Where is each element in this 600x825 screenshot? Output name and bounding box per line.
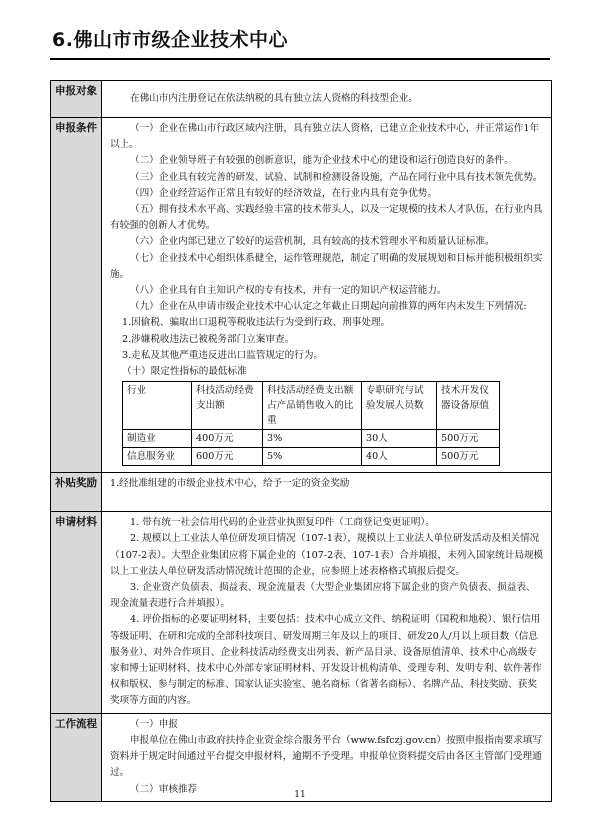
label-application-object: 申报对象 <box>51 81 102 118</box>
condition-item: （四）企业经营运作正常且有较好的经济效益，在行业内具有竞争优势。 <box>130 187 437 199</box>
object-text: 在佛山市内注册登记在依法纳税的具有独立法人资格的科技型企业。 <box>130 92 418 104</box>
indicator-header: 专职研究与试验发展人员数 <box>362 382 437 430</box>
row-materials <box>51 512 552 713</box>
material-item: 3. 企业资产负债表、损益表、现金流量表（大型企业集团应将下属企业的资产负债表、损益表、现金流量表进行合并填报）。 <box>110 582 536 610</box>
row-workflow <box>51 713 552 801</box>
condition-item: （三）企业具有较完善的研发、试验、试制和检测设备设施，产品在同行业中具有技术领先优势。 <box>130 171 543 183</box>
indicator-cell: 3% <box>263 430 362 448</box>
policy-table <box>50 80 552 802</box>
workflow-step-title: （二）审核推荐 <box>130 783 198 795</box>
indicator-cell: 500万元 <box>437 430 500 448</box>
condition-item: （六）企业内部已建立了较好的运营机制，具有较高的技术管理水平和质量认证标准。 <box>130 236 495 248</box>
indicator-table <box>122 381 500 466</box>
conditions-content <box>102 118 552 473</box>
indicator-cell: 制造业 <box>123 430 192 448</box>
row-subsidy <box>51 473 552 512</box>
indicator-header: 技术开发仪器设备原值 <box>437 382 500 430</box>
indicator-header: 行业 <box>123 382 192 430</box>
indicator-cell: 500万元 <box>437 448 500 466</box>
materials-content <box>102 512 552 713</box>
page-number: 11 <box>294 790 306 800</box>
condition-item: （五）拥有技术水平高、实践经验丰富的技术带头人，以及一定规模的技术人才队伍，在行业内具有较强的创新人才优势。 <box>110 204 543 232</box>
subsidy-text: 1.经批准组建的市级企业技术中心，给予一定的资金奖励 <box>110 478 350 490</box>
condition-item: （二）企业领导班子有较强的创新意识，能为企业技术中心的建设和运行创造良好的条件。 <box>130 155 514 167</box>
indicator-cell: 信息服务业 <box>123 448 192 466</box>
workflow-step-title: （一）申报 <box>130 718 178 730</box>
title-underline <box>50 58 550 60</box>
workflow-content <box>102 713 552 801</box>
condition-item: （九）企业在从申请市级企业技术中心认定之年截止日期起向前推算的两年内未发生下列情况: <box>130 301 527 313</box>
indicator-header-row <box>123 382 500 430</box>
indicator-row <box>123 448 500 466</box>
indicator-header: 科技活动经费支出额 <box>192 382 263 430</box>
page-title: 6.佛山市市级企业技术中心 <box>52 29 288 51</box>
condition-item: （七）企业技术中心组织体系健全，运作管理规范，制定了明确的发展规划和目标并能积极组织实施。 <box>110 252 543 280</box>
material-item: 4. 评价指标的必要证明材料，主要包括：技术中心成立文件、纳税证明（国税和地税）、银行信用等级证明、在研和完成的全部科技项目、研发周期三年及以上的项目、研发20人/月以上项目数（信息服务业）、对外合作项目、企业科技活动经费支出列表、新产品目录、设备原值清单、技术中心高级专家和博士证明材料、技术中心外部专家证明材料、开发设计机构清单、受理专利、发明专利、软件著作权和版权、参与制定的标准、国家认证实验室、驰名商标（省著名商标）、名牌产品、科技奖励、获奖奖项等方面的内容。 <box>110 614 542 707</box>
label-workflow: 工作流程 <box>51 713 102 801</box>
violation-item: 3.走私及其他严重违反进出口监管规定的行为。 <box>122 349 324 361</box>
condition-item: （一）企业在佛山市行政区域内注册，具有独立法人资格，已建立企业技术中心，并正常运作1年以上。 <box>110 123 540 151</box>
application-object-text <box>102 81 552 118</box>
label-materials: 申请材料 <box>51 512 102 713</box>
row-application-conditions <box>51 118 552 473</box>
label-subsidy: 补贴奖励 <box>51 473 102 512</box>
material-item: 1. 带有统一社会信用代码的企业营业执照复印件（工商登记变更证明）。 <box>130 517 435 529</box>
material-item: 2. 规模以上工业法人单位研发项目情况（107-1表），规模以上工业法人单位研发活动及相关情况（107-2表）。大型企业集团应将下属企业的（107-2表、107-1表）合并填报，未列入国家统计局规模以上工业法人单位研发活动情况统计范围的企业，应参照上述表格格式填报后提交。 <box>110 533 544 577</box>
indicator-header: 科技活动经费支出额占产品销售收入的比重 <box>263 382 362 430</box>
indicator-cell: 40人 <box>362 448 437 466</box>
indicator-cell: 400万元 <box>192 430 263 448</box>
label-application-conditions: 申报条件 <box>51 118 102 473</box>
workflow-step-text: 申报单位在佛山市政府扶持企业资金综合服务平台（www.fsfczj.gov.cn）按照申报指南要求填写资料并于规定时间通过平台提交申报材料，逾期不予受理。申报单位资料提交后由各区主管部门受理通过。 <box>110 734 543 779</box>
indicator-title: （十）限定性指标的最低标准 <box>122 366 247 378</box>
condition-item: （八）企业具有自主知识产权的专有技术，并有一定的知识产权运营能力。 <box>130 285 447 297</box>
row-application-object <box>51 81 552 118</box>
indicator-cell: 30人 <box>362 430 437 448</box>
indicator-cell: 600万元 <box>192 448 263 466</box>
violation-item: 1.因偷税、骗取出口退税等税收违法行为受到行政、刑事处理。 <box>122 317 391 329</box>
subsidy-content <box>102 473 552 512</box>
indicator-cell: 5% <box>263 448 362 466</box>
violation-item: 2.涉嫌税收违法已被税务部门立案审查。 <box>122 333 295 345</box>
indicator-row <box>123 430 500 448</box>
